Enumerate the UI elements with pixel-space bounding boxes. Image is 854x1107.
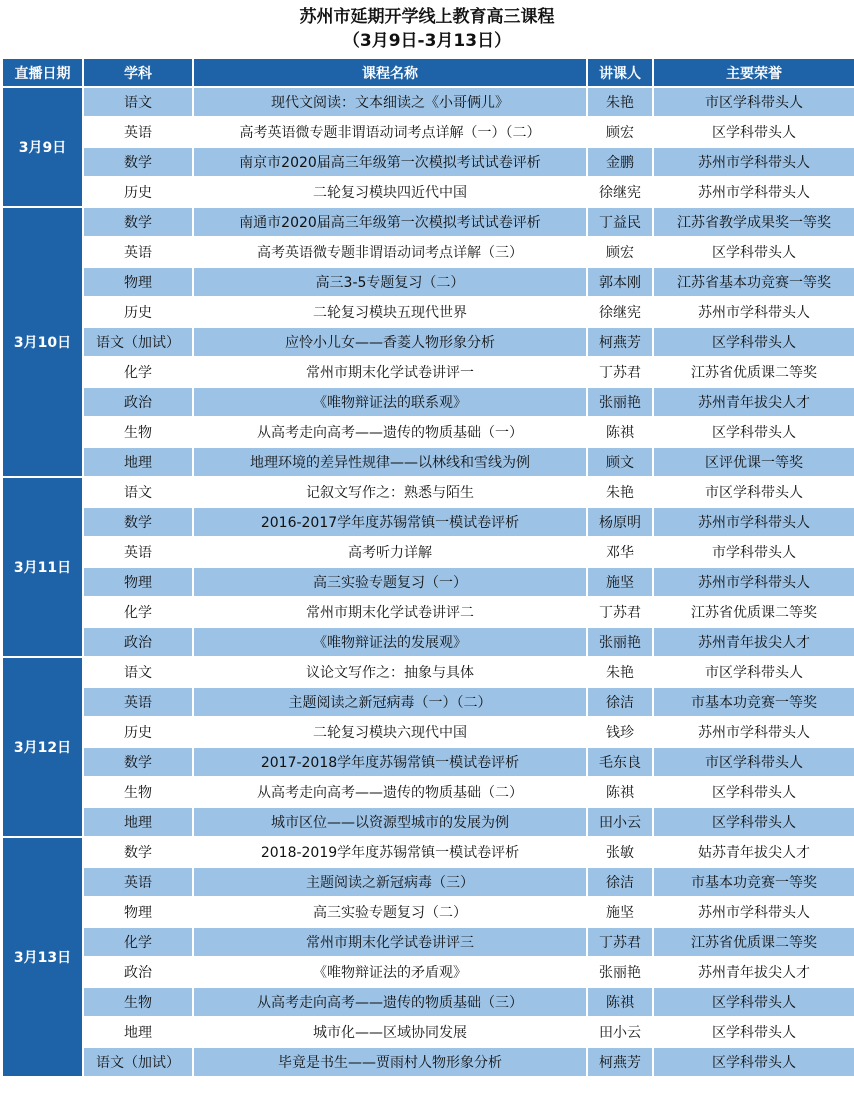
course-cell: 毕竟是书生——贾雨村人物形象分析 [194, 1048, 586, 1076]
teacher-cell: 柯燕芳 [588, 1048, 652, 1076]
course-cell: 应怜小儿女——香菱人物形象分析 [194, 328, 586, 356]
honor-cell: 苏州青年拔尖人才 [654, 958, 854, 986]
course-cell: 城市化——区域协同发展 [194, 1018, 586, 1046]
date-cell: 3月9日 [3, 88, 82, 206]
course-cell: 高三实验专题复习（二） [194, 898, 586, 926]
honor-cell: 苏州市学科带头人 [654, 718, 854, 746]
subject-cell: 英语 [84, 238, 192, 266]
document-title-block [0, 0, 854, 58]
honor-cell: 市基本功竞赛一等奖 [654, 868, 854, 896]
teacher-cell: 陈祺 [588, 418, 652, 446]
honor-cell: 姑苏青年拔尖人才 [654, 838, 854, 866]
teacher-cell: 陈祺 [588, 988, 652, 1016]
course-cell: 常州市期末化学试卷讲评一 [194, 358, 586, 386]
teacher-cell: 张丽艳 [588, 958, 652, 986]
course-cell: 二轮复习模块六现代中国 [194, 718, 586, 746]
table-row [3, 538, 854, 566]
teacher-cell: 徐继宪 [588, 298, 652, 326]
table-row [3, 148, 854, 176]
course-cell: 二轮复习模块五现代世界 [194, 298, 586, 326]
table-row [3, 928, 854, 956]
teacher-cell: 毛东良 [588, 748, 652, 776]
header-subject: 学科 [84, 59, 192, 86]
table-row [3, 418, 854, 446]
honor-cell: 市基本功竞赛一等奖 [654, 688, 854, 716]
course-cell: 地理环境的差异性规律——以林线和雪线为例 [194, 448, 586, 476]
table-row [3, 1048, 854, 1076]
teacher-cell: 金鹏 [588, 148, 652, 176]
teacher-cell: 郭本刚 [588, 268, 652, 296]
subject-cell: 物理 [84, 268, 192, 296]
teacher-cell: 顾文 [588, 448, 652, 476]
table-row [3, 628, 854, 656]
honor-cell: 江苏省基本功竞赛一等奖 [654, 268, 854, 296]
table-row [3, 1018, 854, 1046]
course-cell: 高考听力详解 [194, 538, 586, 566]
table-row [3, 598, 854, 626]
course-cell: 主题阅读之新冠病毒（三） [194, 868, 586, 896]
table-row [3, 478, 854, 506]
teacher-cell: 田小云 [588, 1018, 652, 1046]
honor-cell: 区学科带头人 [654, 238, 854, 266]
honor-cell: 苏州市学科带头人 [654, 298, 854, 326]
subject-cell: 地理 [84, 1018, 192, 1046]
honor-cell: 区学科带头人 [654, 418, 854, 446]
honor-cell: 区学科带头人 [654, 118, 854, 146]
table-row [3, 268, 854, 296]
header-honor: 主要荣誉 [654, 59, 854, 86]
honor-cell: 区学科带头人 [654, 1048, 854, 1076]
schedule-body [3, 88, 854, 1076]
table-row [3, 778, 854, 806]
table-row [3, 838, 854, 866]
subject-cell: 生物 [84, 988, 192, 1016]
subject-cell: 语文 [84, 658, 192, 686]
subject-cell: 生物 [84, 418, 192, 446]
teacher-cell: 田小云 [588, 808, 652, 836]
course-cell: 记叙文写作之：熟悉与陌生 [194, 478, 586, 506]
table-row [3, 118, 854, 146]
subject-cell: 语文 [84, 478, 192, 506]
table-row [3, 808, 854, 836]
date-cell: 3月13日 [3, 838, 82, 1076]
subject-cell: 政治 [84, 958, 192, 986]
teacher-cell: 邓华 [588, 538, 652, 566]
table-row [3, 748, 854, 776]
subject-cell: 英语 [84, 118, 192, 146]
honor-cell: 苏州市学科带头人 [654, 568, 854, 596]
teacher-cell: 施坚 [588, 568, 652, 596]
subject-cell: 化学 [84, 928, 192, 956]
honor-cell: 江苏省优质课二等奖 [654, 928, 854, 956]
header-date: 直播日期 [3, 59, 82, 86]
header-row [3, 59, 854, 86]
honor-cell: 区学科带头人 [654, 328, 854, 356]
course-cell: 2017-2018学年度苏锡常镇一模试卷评析 [194, 748, 586, 776]
subject-cell: 数学 [84, 748, 192, 776]
table-row [3, 208, 854, 236]
teacher-cell: 朱艳 [588, 478, 652, 506]
honor-cell: 区学科带头人 [654, 808, 854, 836]
teacher-cell: 柯燕芳 [588, 328, 652, 356]
table-row [3, 238, 854, 266]
table-row [3, 658, 854, 686]
table-row [3, 298, 854, 326]
table-row [3, 88, 854, 116]
table-row [3, 388, 854, 416]
subject-cell: 地理 [84, 448, 192, 476]
teacher-cell: 徐洁 [588, 688, 652, 716]
table-row [3, 958, 854, 986]
subject-cell: 数学 [84, 208, 192, 236]
course-cell: 常州市期末化学试卷讲评三 [194, 928, 586, 956]
table-row [3, 178, 854, 206]
teacher-cell: 顾宏 [588, 118, 652, 146]
honor-cell: 市区学科带头人 [654, 478, 854, 506]
date-cell: 3月12日 [3, 658, 82, 836]
honor-cell: 市区学科带头人 [654, 658, 854, 686]
teacher-cell: 徐洁 [588, 868, 652, 896]
honor-cell: 苏州青年拔尖人才 [654, 388, 854, 416]
honor-cell: 苏州市学科带头人 [654, 898, 854, 926]
honor-cell: 江苏省优质课二等奖 [654, 358, 854, 386]
subject-cell: 数学 [84, 508, 192, 536]
subject-cell: 历史 [84, 718, 192, 746]
subject-cell: 历史 [84, 298, 192, 326]
course-cell: 南京市2020届高三年级第一次模拟考试试卷评析 [194, 148, 586, 176]
course-cell: 高三实验专题复习（一） [194, 568, 586, 596]
teacher-cell: 丁益民 [588, 208, 652, 236]
teacher-cell: 丁苏君 [588, 598, 652, 626]
course-cell: 议论文写作之：抽象与具体 [194, 658, 586, 686]
date-cell: 3月11日 [3, 478, 82, 656]
honor-cell: 江苏省教学成果奖一等奖 [654, 208, 854, 236]
honor-cell: 区学科带头人 [654, 1018, 854, 1046]
course-cell: 从高考走向高考——遗传的物质基础（二） [194, 778, 586, 806]
course-cell: 《唯物辩证法的联系观》 [194, 388, 586, 416]
table-row [3, 328, 854, 356]
subject-cell: 英语 [84, 868, 192, 896]
subject-cell: 语文（加试） [84, 328, 192, 356]
teacher-cell: 丁苏君 [588, 928, 652, 956]
table-row [3, 688, 854, 716]
course-cell: 《唯物辩证法的矛盾观》 [194, 958, 586, 986]
subject-cell: 物理 [84, 568, 192, 596]
subject-cell: 数学 [84, 148, 192, 176]
subject-cell: 英语 [84, 538, 192, 566]
honor-cell: 市区学科带头人 [654, 748, 854, 776]
teacher-cell: 顾宏 [588, 238, 652, 266]
course-cell: 城市区位——以资源型城市的发展为例 [194, 808, 586, 836]
teacher-cell: 钱珍 [588, 718, 652, 746]
subject-cell: 英语 [84, 688, 192, 716]
course-cell: 常州市期末化学试卷讲评二 [194, 598, 586, 626]
subject-cell: 化学 [84, 598, 192, 626]
table-row [3, 508, 854, 536]
course-cell: 2018-2019学年度苏锡常镇一模试卷评析 [194, 838, 586, 866]
course-cell: 主题阅读之新冠病毒（一）（二） [194, 688, 586, 716]
honor-cell: 市学科带头人 [654, 538, 854, 566]
course-cell: 《唯物辩证法的发展观》 [194, 628, 586, 656]
subject-cell: 地理 [84, 808, 192, 836]
schedule-table [1, 57, 854, 1078]
table-row [3, 988, 854, 1016]
teacher-cell: 张丽艳 [588, 628, 652, 656]
teacher-cell: 朱艳 [588, 658, 652, 686]
table-row [3, 868, 854, 896]
subject-cell: 数学 [84, 838, 192, 866]
teacher-cell: 张敏 [588, 838, 652, 866]
honor-cell: 区学科带头人 [654, 988, 854, 1016]
course-cell: 2016-2017学年度苏锡常镇一模试卷评析 [194, 508, 586, 536]
teacher-cell: 施坚 [588, 898, 652, 926]
teacher-cell: 杨原明 [588, 508, 652, 536]
subject-cell: 政治 [84, 388, 192, 416]
course-cell: 高考英语微专题非谓语动词考点详解（一）（二） [194, 118, 586, 146]
honor-cell: 区学科带头人 [654, 778, 854, 806]
course-cell: 现代文阅读：文本细读之《小哥俩儿》 [194, 88, 586, 116]
subject-cell: 生物 [84, 778, 192, 806]
document-subtitle: （3月9日-3月13日） [342, 31, 512, 51]
table-row [3, 898, 854, 926]
table-row [3, 568, 854, 596]
teacher-cell: 朱艳 [588, 88, 652, 116]
teacher-cell: 丁苏君 [588, 358, 652, 386]
course-cell: 二轮复习模块四近代中国 [194, 178, 586, 206]
header-course: 课程名称 [194, 59, 586, 86]
document-title: 苏州市延期开学线上教育高三课程 [299, 7, 555, 27]
course-cell: 高三3-5专题复习（二） [194, 268, 586, 296]
subject-cell: 语文（加试） [84, 1048, 192, 1076]
subject-cell: 物理 [84, 898, 192, 926]
teacher-cell: 张丽艳 [588, 388, 652, 416]
honor-cell: 苏州市学科带头人 [654, 148, 854, 176]
course-cell: 南通市2020届高三年级第一次模拟考试试卷评析 [194, 208, 586, 236]
date-cell: 3月10日 [3, 208, 82, 476]
table-row [3, 358, 854, 386]
subject-cell: 政治 [84, 628, 192, 656]
teacher-cell: 徐继宪 [588, 178, 652, 206]
honor-cell: 苏州市学科带头人 [654, 508, 854, 536]
subject-cell: 历史 [84, 178, 192, 206]
honor-cell: 苏州青年拔尖人才 [654, 628, 854, 656]
honor-cell: 区评优课一等奖 [654, 448, 854, 476]
course-cell: 从高考走向高考——遗传的物质基础（三） [194, 988, 586, 1016]
header-teacher: 讲课人 [588, 59, 652, 86]
honor-cell: 江苏省优质课二等奖 [654, 598, 854, 626]
subject-cell: 语文 [84, 88, 192, 116]
course-cell: 高考英语微专题非谓语动词考点详解（三） [194, 238, 586, 266]
teacher-cell: 陈祺 [588, 778, 652, 806]
honor-cell: 苏州市学科带头人 [654, 178, 854, 206]
honor-cell: 市区学科带头人 [654, 88, 854, 116]
table-row [3, 718, 854, 746]
course-cell: 从高考走向高考——遗传的物质基础（一） [194, 418, 586, 446]
table-row [3, 448, 854, 476]
subject-cell: 化学 [84, 358, 192, 386]
